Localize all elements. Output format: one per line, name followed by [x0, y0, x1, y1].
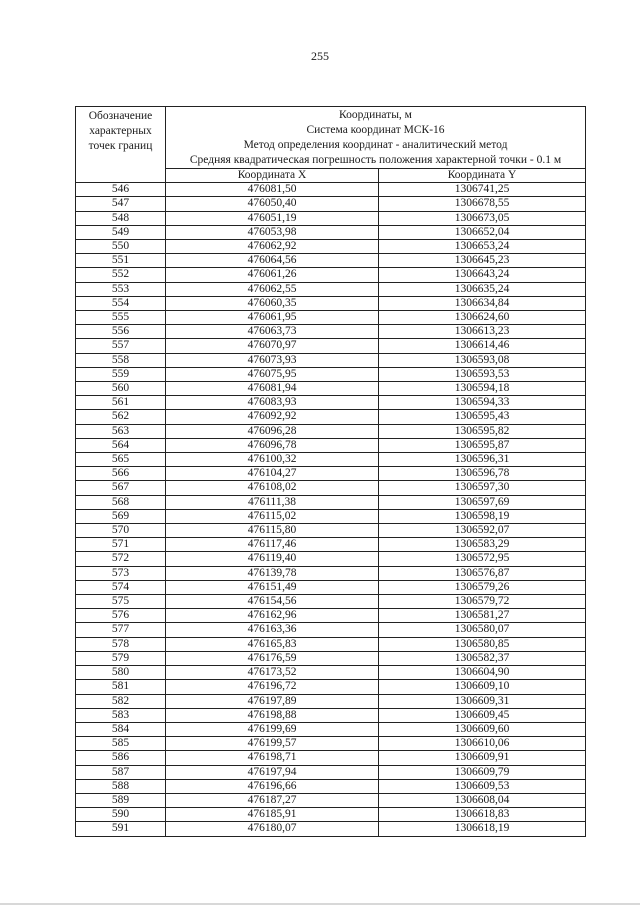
point-id-cell: 563 [76, 424, 166, 438]
coord-x-cell: 476199,57 [166, 737, 379, 751]
coord-x-cell: 476083,93 [166, 396, 379, 410]
coord-y-cell: 1306583,29 [379, 538, 586, 552]
coord-x-cell: 476115,80 [166, 524, 379, 538]
table-row [76, 509, 586, 523]
coord-y-cell: 1306609,10 [379, 680, 586, 694]
coord-x-cell: 476062,55 [166, 282, 379, 296]
point-id-cell: 583 [76, 708, 166, 722]
coord-y-cell: 1306593,08 [379, 353, 586, 367]
coord-y-cell: 1306678,55 [379, 197, 586, 211]
coord-y-cell: 1306579,26 [379, 580, 586, 594]
header-left-line-1: Обозначение [88, 110, 153, 122]
coord-x-cell: 476050,40 [166, 197, 379, 211]
table-row [76, 808, 586, 822]
coord-x-cell: 476061,26 [166, 268, 379, 282]
point-id-cell: 580 [76, 666, 166, 680]
point-id-cell: 574 [76, 580, 166, 594]
table-row [76, 453, 586, 467]
point-id-cell: 562 [76, 410, 166, 424]
coord-x-cell: 476111,38 [166, 495, 379, 509]
coordinates-header [166, 107, 586, 169]
point-id-cell: 560 [76, 382, 166, 396]
table-row [76, 666, 586, 680]
table-row [76, 793, 586, 807]
coord-x-cell: 476197,94 [166, 765, 379, 779]
table-row [76, 197, 586, 211]
coord-x-cell: 476096,28 [166, 424, 379, 438]
determination-method: Метод определения координат - аналитический метод [243, 139, 508, 151]
coord-y-cell: 1306593,53 [379, 367, 586, 381]
header-left-line-2: характерных [89, 125, 152, 137]
point-id-cell: 587 [76, 765, 166, 779]
table-row [76, 353, 586, 367]
table-row [76, 438, 586, 452]
coord-x-cell: 476198,88 [166, 708, 379, 722]
column-header-y: Координата Y [379, 169, 586, 183]
table-row [76, 325, 586, 339]
coord-y-cell: 1306614,46 [379, 339, 586, 353]
coord-x-cell: 476154,56 [166, 595, 379, 609]
coord-y-cell: 1306609,53 [379, 779, 586, 793]
coord-y-cell: 1306594,33 [379, 396, 586, 410]
coord-x-cell: 476185,91 [166, 808, 379, 822]
table-row [76, 765, 586, 779]
coord-y-cell: 1306595,43 [379, 410, 586, 424]
table-row [76, 495, 586, 509]
point-id-cell: 589 [76, 793, 166, 807]
coord-y-cell: 1306609,91 [379, 751, 586, 765]
coord-y-cell: 1306580,07 [379, 623, 586, 637]
coord-x-cell: 476064,56 [166, 254, 379, 268]
coord-y-cell: 1306580,85 [379, 637, 586, 651]
table-row [76, 580, 586, 594]
coord-x-cell: 476199,69 [166, 722, 379, 736]
coord-x-cell: 476198,71 [166, 751, 379, 765]
coord-x-cell: 476092,92 [166, 410, 379, 424]
point-id-cell: 569 [76, 509, 166, 523]
coord-x-cell: 476119,40 [166, 552, 379, 566]
coord-x-cell: 476115,02 [166, 509, 379, 523]
coord-y-cell: 1306618,19 [379, 822, 586, 836]
coord-x-cell: 476051,19 [166, 211, 379, 225]
coord-y-cell: 1306624,60 [379, 311, 586, 325]
point-id-cell: 546 [76, 183, 166, 197]
point-id-cell: 578 [76, 637, 166, 651]
coord-x-cell: 476063,73 [166, 325, 379, 339]
coord-x-cell: 476053,98 [166, 225, 379, 239]
table-row [76, 382, 586, 396]
coord-y-cell: 1306609,45 [379, 708, 586, 722]
table-row [76, 722, 586, 736]
point-id-cell: 584 [76, 722, 166, 736]
table-row [76, 282, 586, 296]
coord-x-cell: 476104,27 [166, 467, 379, 481]
table-row [76, 339, 586, 353]
point-id-cell: 552 [76, 268, 166, 282]
coord-x-cell: 476108,02 [166, 481, 379, 495]
coord-y-cell: 1306595,82 [379, 424, 586, 438]
table-row [76, 467, 586, 481]
point-id-cell: 559 [76, 367, 166, 381]
coord-y-cell: 1306653,24 [379, 240, 586, 254]
coord-y-cell: 1306597,69 [379, 495, 586, 509]
table-row [76, 779, 586, 793]
coord-x-cell: 476100,32 [166, 453, 379, 467]
point-id-cell: 568 [76, 495, 166, 509]
point-id-cell: 564 [76, 438, 166, 452]
point-id-cell: 566 [76, 467, 166, 481]
table-row [76, 751, 586, 765]
coord-y-cell: 1306613,23 [379, 325, 586, 339]
coord-x-cell: 476187,27 [166, 793, 379, 807]
table-row [76, 651, 586, 665]
coord-y-cell: 1306582,37 [379, 651, 586, 665]
coord-x-cell: 476197,89 [166, 694, 379, 708]
table-row [76, 211, 586, 225]
point-id-cell: 567 [76, 481, 166, 495]
coord-y-cell: 1306634,84 [379, 296, 586, 310]
point-id-cell: 579 [76, 651, 166, 665]
table-row [76, 708, 586, 722]
coord-y-cell: 1306635,24 [379, 282, 586, 296]
table-row [76, 311, 586, 325]
point-id-cell: 553 [76, 282, 166, 296]
point-id-cell: 576 [76, 609, 166, 623]
coord-x-cell: 476163,36 [166, 623, 379, 637]
point-id-cell: 590 [76, 808, 166, 822]
point-id-cell: 558 [76, 353, 166, 367]
table-row [76, 367, 586, 381]
table-row [76, 396, 586, 410]
coord-x-cell: 476073,93 [166, 353, 379, 367]
coord-y-cell: 1306579,72 [379, 595, 586, 609]
table-row [76, 424, 586, 438]
point-id-cell: 582 [76, 694, 166, 708]
coord-y-cell: 1306594,18 [379, 382, 586, 396]
coord-x-cell: 476196,66 [166, 779, 379, 793]
coord-x-cell: 476081,94 [166, 382, 379, 396]
table-row [76, 623, 586, 637]
point-id-cell: 591 [76, 822, 166, 836]
point-id-cell: 551 [76, 254, 166, 268]
point-id-cell: 550 [76, 240, 166, 254]
point-id-cell: 556 [76, 325, 166, 339]
table-row [76, 240, 586, 254]
table-row [76, 737, 586, 751]
point-id-cell: 572 [76, 552, 166, 566]
coord-x-cell: 476062,92 [166, 240, 379, 254]
coord-y-cell: 1306673,05 [379, 211, 586, 225]
table-row [76, 225, 586, 239]
table-row [76, 481, 586, 495]
coord-y-cell: 1306609,31 [379, 694, 586, 708]
point-id-cell: 588 [76, 779, 166, 793]
table-row [76, 566, 586, 580]
point-id-cell: 581 [76, 680, 166, 694]
point-id-cell: 577 [76, 623, 166, 637]
point-id-cell: 554 [76, 296, 166, 310]
coord-y-cell: 1306604,90 [379, 666, 586, 680]
point-id-cell: 549 [76, 225, 166, 239]
coord-x-cell: 476139,78 [166, 566, 379, 580]
coord-y-cell: 1306609,60 [379, 722, 586, 736]
coord-x-cell: 476173,52 [166, 666, 379, 680]
coord-y-cell: 1306608,04 [379, 793, 586, 807]
table-row [76, 268, 586, 282]
column-header-x: Координата X [166, 169, 379, 183]
coord-x-cell: 476176,59 [166, 651, 379, 665]
coord-y-cell: 1306596,78 [379, 467, 586, 481]
coord-x-cell: 476081,50 [166, 183, 379, 197]
table-row [76, 609, 586, 623]
coord-y-cell: 1306595,87 [379, 438, 586, 452]
point-id-cell: 561 [76, 396, 166, 410]
coord-y-cell: 1306597,30 [379, 481, 586, 495]
coordinates-table [75, 106, 586, 837]
table-row [76, 822, 586, 836]
coordinate-system: Система координат МСК-16 [306, 124, 445, 136]
table-row [76, 637, 586, 651]
table-row [76, 595, 586, 609]
table-header-row [76, 107, 586, 169]
table-row [76, 552, 586, 566]
coord-x-cell: 476075,95 [166, 367, 379, 381]
coord-y-cell: 1306598,19 [379, 509, 586, 523]
point-id-cell: 586 [76, 751, 166, 765]
table-row [76, 296, 586, 310]
table-row [76, 410, 586, 424]
point-id-cell: 557 [76, 339, 166, 353]
table-row [76, 694, 586, 708]
point-id-cell: 547 [76, 197, 166, 211]
coord-x-cell: 476060,35 [166, 296, 379, 310]
table-row [76, 254, 586, 268]
mean-square-error: Средняя квадратическая погрешность положения характерной точки - 0.1 м [189, 154, 562, 166]
page-number: 255 [311, 49, 329, 63]
coord-y-cell: 1306645,23 [379, 254, 586, 268]
table-row [76, 680, 586, 694]
point-designation-header [76, 107, 166, 183]
coord-x-cell: 476117,46 [166, 538, 379, 552]
coord-y-cell: 1306609,79 [379, 765, 586, 779]
point-id-cell: 555 [76, 311, 166, 325]
coord-y-cell: 1306652,04 [379, 225, 586, 239]
table-body [76, 183, 586, 836]
coord-x-cell: 476180,07 [166, 822, 379, 836]
table-row [76, 538, 586, 552]
coord-y-cell: 1306610,06 [379, 737, 586, 751]
point-id-cell: 570 [76, 524, 166, 538]
point-id-cell: 548 [76, 211, 166, 225]
coord-x-cell: 476151,49 [166, 580, 379, 594]
header-left-line-3: точек границ [88, 140, 153, 152]
coord-y-cell: 1306643,24 [379, 268, 586, 282]
coord-y-cell: 1306581,27 [379, 609, 586, 623]
coord-y-cell: 1306576,87 [379, 566, 586, 580]
coord-y-cell: 1306572,95 [379, 552, 586, 566]
table-row [76, 183, 586, 197]
coord-x-cell: 476196,72 [166, 680, 379, 694]
coords-title: Координаты, м [339, 109, 412, 121]
coord-y-cell: 1306592,07 [379, 524, 586, 538]
coord-y-cell: 1306741,25 [379, 183, 586, 197]
point-id-cell: 565 [76, 453, 166, 467]
coord-x-cell: 476162,96 [166, 609, 379, 623]
point-id-cell: 575 [76, 595, 166, 609]
coord-x-cell: 476165,83 [166, 637, 379, 651]
point-id-cell: 571 [76, 538, 166, 552]
coord-y-cell: 1306596,31 [379, 453, 586, 467]
point-id-cell: 573 [76, 566, 166, 580]
coord-x-cell: 476070,97 [166, 339, 379, 353]
coord-x-cell: 476061,95 [166, 311, 379, 325]
coord-x-cell: 476096,78 [166, 438, 379, 452]
table-row [76, 524, 586, 538]
coord-y-cell: 1306618,83 [379, 808, 586, 822]
point-id-cell: 585 [76, 737, 166, 751]
